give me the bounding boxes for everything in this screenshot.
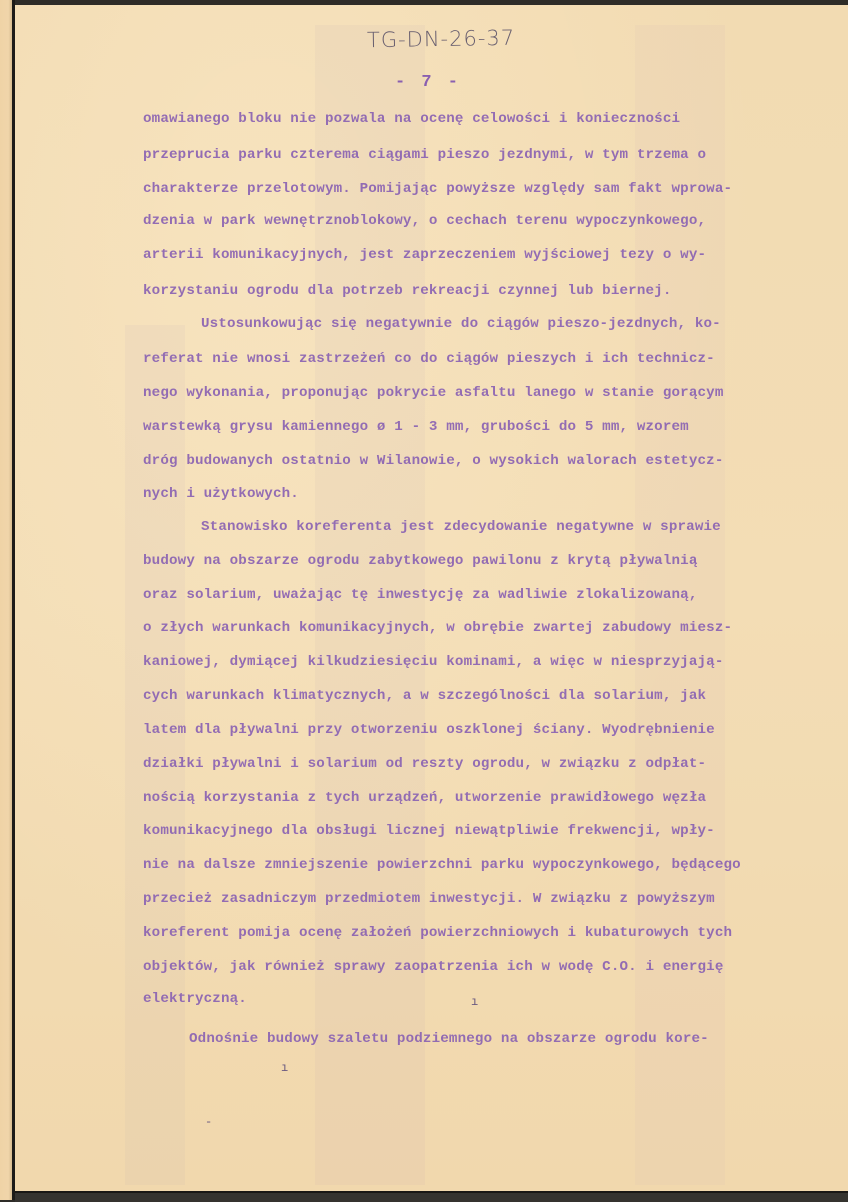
adjacent-page-edge <box>0 0 12 1200</box>
text-line: budowy na obszarze ogrodu zabytkowego pawilonu z krytą pływalnią <box>143 553 698 569</box>
text-line: warstewką grysu kamiennego ø 1 - 3 mm, grubości do 5 mm, wzorem <box>143 419 689 435</box>
text-line: Ustosunkowując się negatywnie do ciągów pieszo-jezdnych, ko- <box>201 316 721 332</box>
text-line: charakterze przelotowym. Pomijając powyższe względy sam fakt wprowa- <box>143 181 733 197</box>
text-line: nie na dalsze zmniejszenie powierzchni parku wypoczynkowego, będącego <box>143 857 741 873</box>
text-line: korzystaniu ogrodu dla potrzeb rekreacji czynnej lub biernej. <box>143 283 672 299</box>
text-line: objektów, jak również sprawy zaopatrzenia ich w wodę C.O. i energię <box>143 959 724 975</box>
text-line: Stanowisko koreferenta jest zdecydowanie negatywne w sprawie <box>201 519 721 535</box>
text-line: dzenia w park wewnętrznoblokowy, o cechach terenu wypoczynkowego, <box>143 213 707 229</box>
text-line: działki pływalni i solarium od reszty ogrodu, w związku z odpłat- <box>143 756 707 772</box>
ink-speck: ı <box>471 995 479 1009</box>
text-line: elektryczną. <box>143 991 247 1007</box>
text-line: nego wykonania, proponując pokrycie asfaltu lanego w stanie gorącym <box>143 385 724 401</box>
text-line: omawianego bloku nie pozwala na ocenę celowości i konieczności <box>143 111 681 127</box>
handwritten-reference-number: TG-DN-26-37 <box>366 25 516 53</box>
text-line: arterii komunikacyjnych, jest zaprzeczeniem wyjściowej tezy o wy- <box>143 247 707 263</box>
text-line: kaniowej, dymiącej kilkudziesięciu kominami, a więc w niesprzyjają- <box>143 654 724 670</box>
text-line: o złych warunkach komunikacyjnych, w obrębie zwartej zabudowy miesz- <box>143 620 733 636</box>
ink-show-through <box>315 25 425 1185</box>
ink-show-through <box>635 25 725 1185</box>
text-line: referat nie wnosi zastrzeżeń co do ciągów pieszych i ich technicz- <box>143 351 715 367</box>
text-line: Odnośnie budowy szaletu podziemnego na obszarze ogrodu kore- <box>189 1031 709 1047</box>
ink-speck: ı <box>281 1061 289 1075</box>
text-line: oraz solarium, uważając tę inwestycję za wadliwie zlokalizowaną, <box>143 587 698 603</box>
text-line: latem dla pływalni przy otworzeniu oszklonej ściany. Wyodrębnienie <box>143 722 715 738</box>
text-line: koreferent pomija ocenę założeń powierzchniowych i kubaturowych tych <box>143 925 733 941</box>
text-line: nych i użytkowych. <box>143 486 299 502</box>
scanner-bottom-edge <box>15 1191 848 1202</box>
text-line: przecież zasadniczym przedmiotem inwestycji. W związku z powyższym <box>143 891 715 907</box>
ink-speck: - <box>205 1115 213 1129</box>
text-line: nością korzystania z tych urządzeń, utworzenie prawidłowego węzła <box>143 790 707 806</box>
text-line: cych warunkach klimatycznych, a w szczególności dla solarium, jak <box>143 688 707 704</box>
document-page <box>15 5 848 1191</box>
text-line: dróg budowanych ostatnio w Wilanowie, o wysokich walorach estetycz- <box>143 453 724 469</box>
text-line: przeprucia parku czterema ciągami pieszo jezdnymi, w tym trzema o <box>143 147 707 163</box>
text-line: komunikacyjnego dla obsługi licznej niewątpliwie frekwencji, wpły- <box>143 823 715 839</box>
page-number: - 7 - <box>395 73 462 92</box>
